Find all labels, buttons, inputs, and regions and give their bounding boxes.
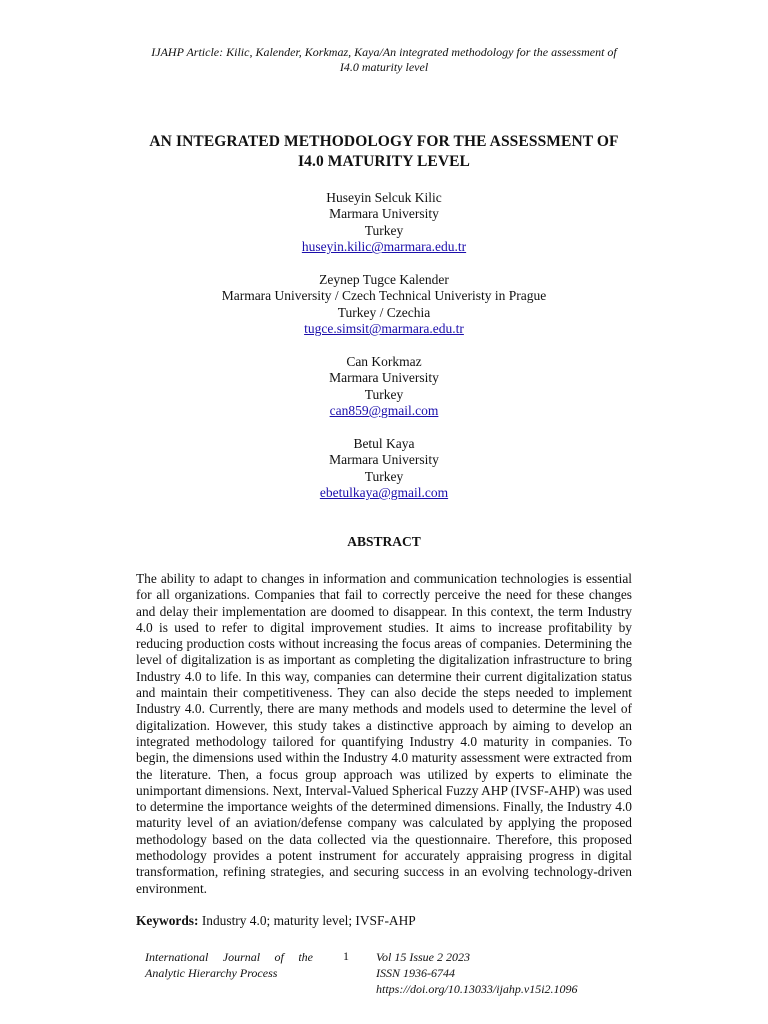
abstract-heading: ABSTRACT [347,534,421,549]
footer-journal [145,949,313,981]
author-block [100,354,668,420]
footer-volume: Vol 15 Issue 2 2023 [376,950,470,964]
author-affiliation: Marmara University / Czech Technical Univeristy in Prague [221,288,547,304]
author-block [100,272,668,338]
page-number: 1 [343,949,349,963]
footer-journal-line-1 [145,949,313,965]
abstract-body: The ability to adapt to changes in information and communication technologies is essential for all organizations. Companies that fail to correctly perceive the need for these changes and delay their implementation are doomed to disappear. In this context, the term Industry 4.0 is used to refer to digital improvement studies. It aims to increase profitability by reducing production costs without increasing the focus areas of companies. Determining the level of digitalization is as important as completing the digitalization infrastructure to bring Industry 4.0 to life. In this way, companies can determine their current digitalization status and maintain their competitiveness. They can also decide the steps needed to implement Industry 4.0. Currently, there are many methods and models used to determine the level of digitalization. However, this study takes a distinctive approach by aiming to develop an integrated methodology tailored for quantifying Industry 4.0 maturity in companies. To begin, the dimensions used within the Industry 4.0 maturity assessment were extracted from the literature. Then, a focus group approach was utilized by experts to eliminate the unimportant dimensions. Next, Interval-Valued Spherical Fuzzy AHP (IVSF-AHP) was used to determine the importance weights of the determined dimensions. Finally, the Industry 4.0 maturity level of an aviation/defense company was calculated by applying the proposed methodology based on the data collected via the questionnaire. Therefore, this proposed methodology provides a potent instrument for accurately appraising progress in digital transformation, refining strategies, and securing success in an evolving technology-driven environment. [136,571,632,896]
paper-title-line-2: I4.0 MATURITY LEVEL [298,153,470,170]
footer-doi: https://doi.org/10.13033/ijahp.v15i2.1096 [376,982,578,996]
author-block [100,190,668,256]
author-name: Can Korkmaz [346,353,422,369]
running-header-line-2: I4.0 maturity level [339,60,429,74]
author-email-link[interactable]: tugce.simsit@marmara.edu.tr [304,321,464,337]
running-header-line-1: IJAHP Article: Kilic, Kalender, Korkmaz, Kaya/An integrated methodology for the assessment of [151,45,617,59]
footer-issn: ISSN 1936-6744 [376,966,455,980]
author-email-link[interactable]: huseyin.kilic@marmara.edu.tr [301,239,467,255]
footer-publication-info [376,949,616,997]
author-block [100,436,668,502]
footer-journal-word: of [274,950,284,964]
paper-title-line-1: AN INTEGRATED METHODOLOGY FOR THE ASSESSMENT OF [149,133,619,150]
author-country: Turkey [364,386,404,402]
author-country: Turkey / Czechia [337,304,431,320]
running-header [130,45,638,75]
author-affiliation: Marmara University [329,452,439,468]
keywords-label: Keywords: [136,913,199,928]
author-affiliation: Marmara University [329,370,439,386]
footer-journal-word: International [145,950,209,964]
author-list [100,190,668,518]
keywords-line [136,913,632,929]
keywords-text: Industry 4.0; maturity level; IVSF-AHP [198,913,416,928]
author-affiliation: Marmara University [329,206,439,222]
author-name: Betul Kaya [353,435,415,451]
author-email-link[interactable]: can859@gmail.com [329,403,439,419]
paper-title [100,132,668,172]
author-email-link[interactable]: ebetulkaya@gmail.com [319,484,449,500]
footer-journal-line-2: Analytic Hierarchy Process [145,966,278,980]
footer-journal-word: Journal [222,950,261,964]
author-name: Zeynep Tugce Kalender [319,271,449,287]
footer-journal-word: the [298,950,313,964]
author-country: Turkey [364,468,404,484]
author-country: Turkey [364,222,404,238]
author-name: Huseyin Selcuk Kilic [326,190,442,205]
